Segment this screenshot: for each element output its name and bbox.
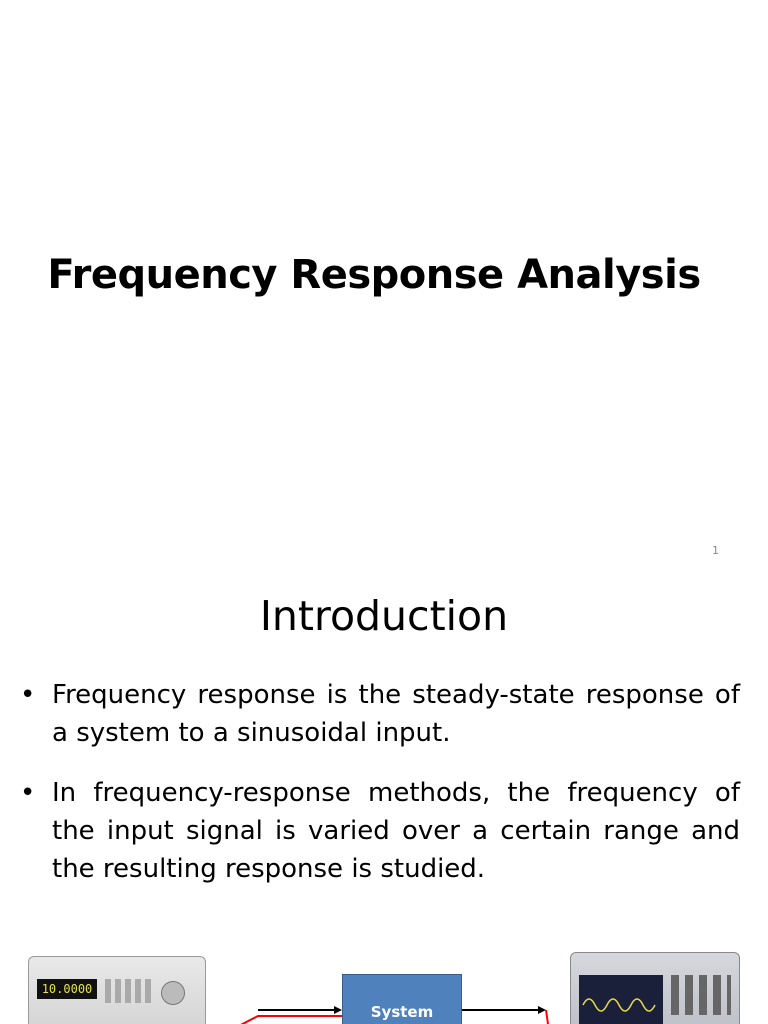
function-generator-buttons	[105, 979, 155, 1003]
function-generator-display: 10.0000	[37, 979, 97, 999]
bullet-item	[20, 774, 740, 888]
bullet-list	[20, 676, 740, 910]
bullet-text: In frequency-response methods, the frequency of the input signal is varied over a certain range and the resulting response is studied.	[52, 778, 740, 884]
slide-title: Frequency Response Analysis	[47, 252, 701, 298]
oscilloscope-screen	[579, 975, 663, 1024]
output-signal-line	[546, 1010, 548, 1024]
bullet-icon: •	[20, 680, 36, 710]
waveform-icon	[579, 975, 663, 1024]
input-arrowhead-icon	[334, 1006, 342, 1014]
system-block: System	[342, 974, 462, 1024]
bullet-icon: •	[20, 778, 36, 808]
bullet-text: Frequency response is the steady-state response of a system to a sinusoidal input.	[52, 680, 740, 748]
input-signal-line	[200, 1016, 342, 1024]
slide-title: Introduction	[259, 592, 509, 640]
bullet-item	[20, 676, 740, 752]
function-generator-image	[28, 956, 206, 1024]
output-arrowhead-icon	[538, 1006, 546, 1014]
oscilloscope-image	[570, 952, 740, 1024]
oscilloscope-buttons	[671, 975, 731, 1015]
knob-icon	[161, 981, 185, 1005]
page-number: 1	[712, 544, 719, 557]
slide-2	[0, 576, 768, 1024]
